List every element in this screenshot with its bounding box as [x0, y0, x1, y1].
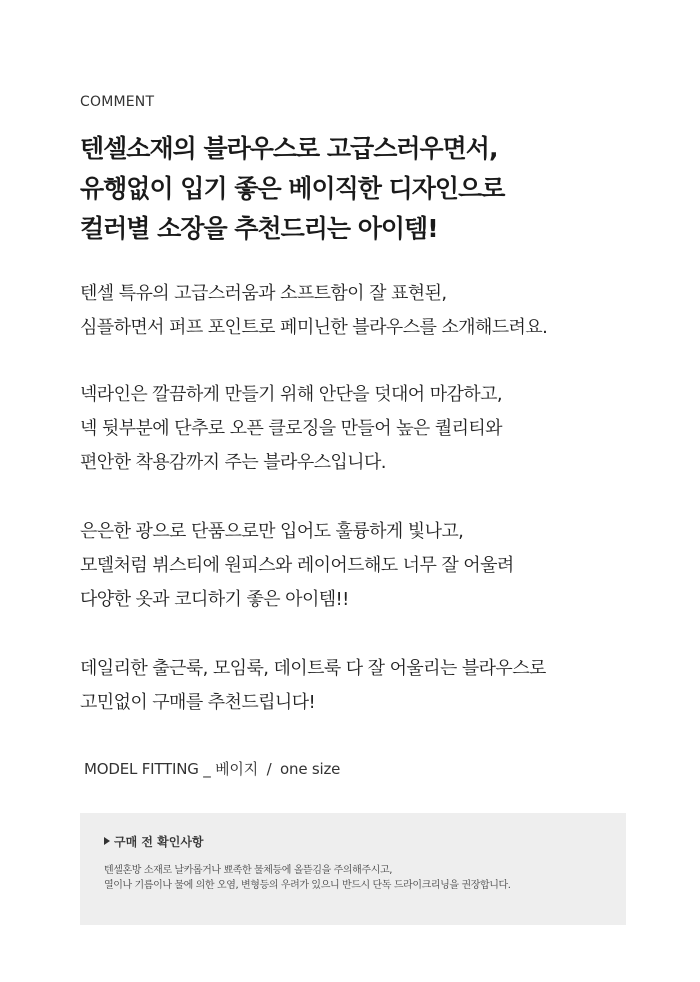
paragraph-line: 넥라인은 깔끔하게 만들기 위해 안단을 덧대어 마감하고, [80, 384, 502, 405]
paragraph-line: 넥 뒷부분에 단추로 오픈 클로징을 만들어 높은 퀄리티와 [80, 418, 502, 439]
model-fitting-color: 베이지 [215, 760, 259, 778]
headline-line: 유행없이 입기 좋은 베이직한 디자인으로 [80, 174, 505, 203]
headline-line: 텐셀소재의 블라우스로 고급스러우면서, [80, 134, 498, 163]
paragraph-line: 고민없이 구매를 추천드립니다! [80, 692, 316, 713]
description-paragraph [80, 277, 680, 345]
paragraph-line: 데일리한 출근룩, 모임룩, 데이트룩 다 잘 어울리는 블라우스로 [80, 658, 546, 679]
headline [80, 129, 680, 249]
paragraph-line: 심플하면서 퍼프 포인트로 페미닌한 블라우스를 소개해드려요. [80, 317, 548, 338]
headline-line: 컬러별 소장을 추천드리는 아이템! [80, 214, 438, 243]
notice-line: 텐셀혼방 소재로 날카롭거나 뾰족한 물체등에 올뜯김을 주의해주시고, [104, 865, 392, 876]
triangle-right-icon [104, 837, 110, 845]
notice-line: 열이나 기름이나 물에 의한 오염, 변형등의 우려가 있으니 반드시 단독 드라이크리닝을 권장합니다. [104, 880, 511, 891]
description-paragraph [80, 652, 680, 720]
description-paragraph [80, 378, 680, 480]
model-fitting-info [84, 758, 340, 779]
purchase-notice-box [80, 813, 626, 925]
section-label: COMMENT [80, 94, 155, 110]
paragraph-line: 편안한 착용감까지 주는 블라우스입니다. [80, 452, 386, 473]
notice-title-text: 구매 전 확인사항 [114, 835, 204, 849]
model-fitting-size: one size [280, 760, 341, 778]
notice-body [104, 863, 614, 893]
notice-title [104, 833, 204, 850]
model-fitting-separator: / [266, 760, 272, 778]
paragraph-line: 은은한 광으로 단품으로만 입어도 훌륭하게 빛나고, [80, 521, 464, 542]
paragraph-line: 다양한 옷과 코디하기 좋은 아이템!! [80, 589, 349, 610]
model-fitting-label: MODEL FITTING _ [84, 760, 211, 778]
description-paragraph [80, 515, 680, 617]
paragraph-line: 텐셀 특유의 고급스러움과 소프트함이 잘 표현된, [80, 283, 447, 304]
paragraph-line: 모델처럼 뷔스티에 원피스와 레이어드해도 너무 잘 어울려 [80, 555, 514, 576]
